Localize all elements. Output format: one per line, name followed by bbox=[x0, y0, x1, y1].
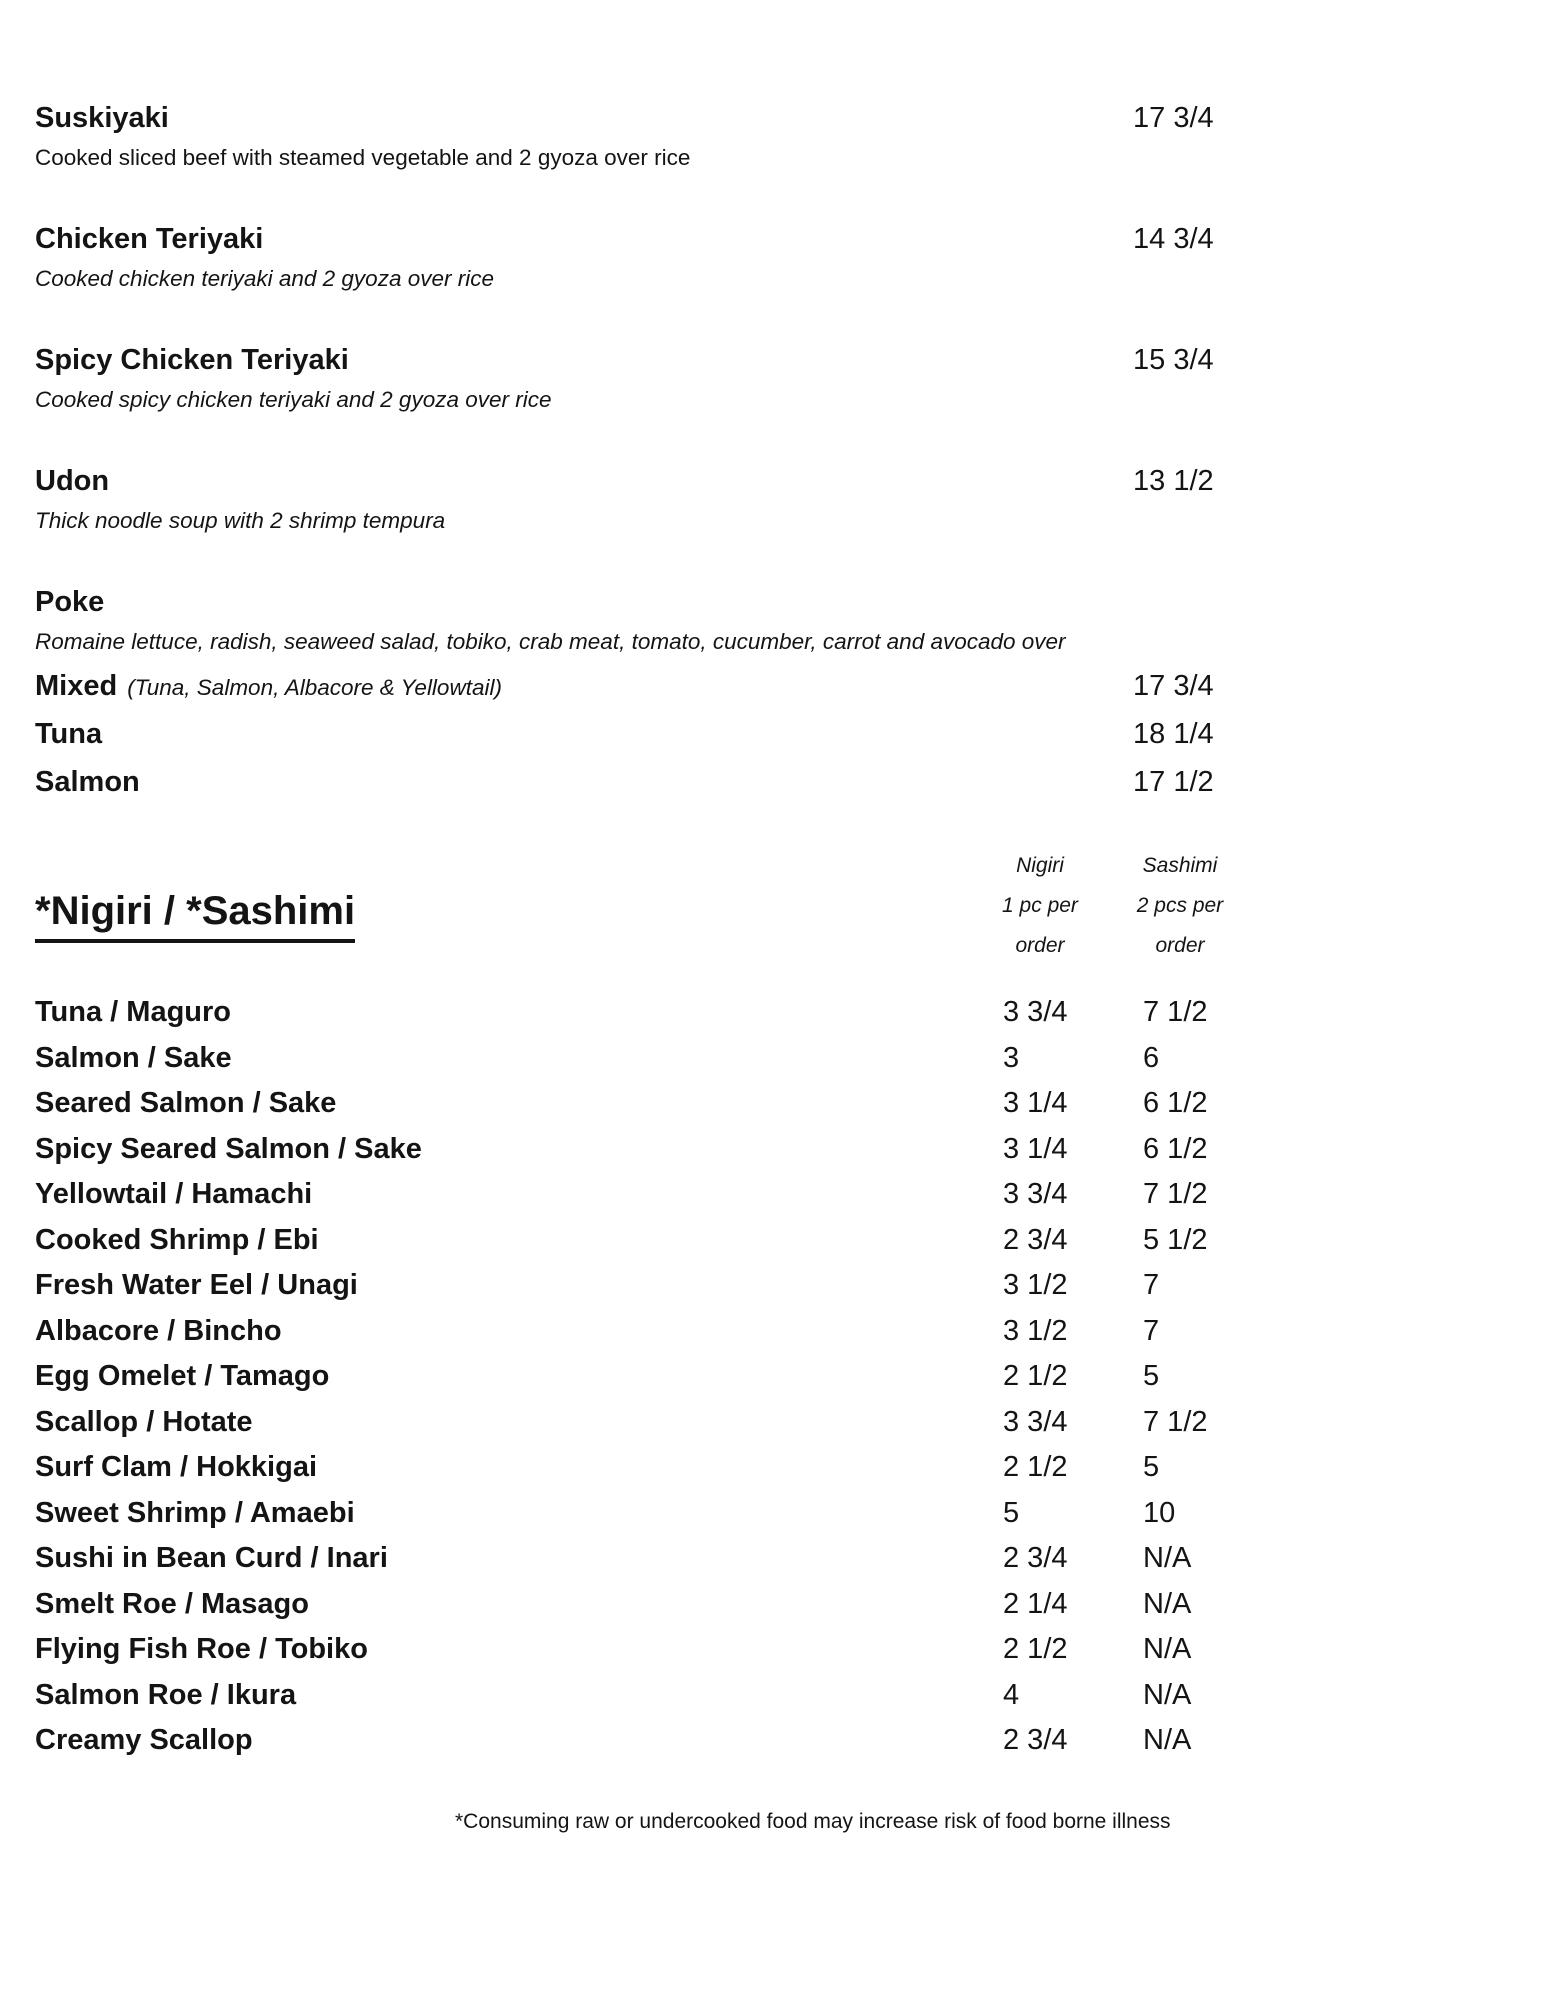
nigiri-sashimi-heading: *Nigiri / *Sashimi bbox=[35, 889, 355, 943]
table-row bbox=[35, 1127, 1545, 1173]
column-header-line: Sashimi bbox=[1142, 854, 1218, 877]
table-row bbox=[35, 1718, 1545, 1764]
table-row bbox=[35, 990, 1545, 1036]
sashimi-price: 7 bbox=[1143, 1314, 1160, 1347]
nigiri-sashimi-header bbox=[35, 806, 1545, 990]
menu-item bbox=[35, 463, 1545, 535]
sashimi-price: 7 1/2 bbox=[1143, 1405, 1208, 1438]
table-row bbox=[35, 1673, 1545, 1719]
sashimi-price: 6 1/2 bbox=[1143, 1087, 1208, 1120]
item-description: Cooked spicy chicken teriyaki and 2 gyoza over rice bbox=[35, 387, 552, 412]
table-row bbox=[35, 1172, 1545, 1218]
item-price: 14 3/4 bbox=[1133, 223, 1214, 255]
item-description: Cooked chicken teriyaki and 2 gyoza over rice bbox=[35, 266, 494, 291]
item-price: 17 3/4 bbox=[1133, 670, 1214, 702]
column-header-line: order bbox=[1155, 934, 1205, 957]
table-row bbox=[35, 1263, 1545, 1309]
item-price: 17 3/4 bbox=[1133, 102, 1214, 134]
item-name: Salmon Roe / Ikura bbox=[35, 1678, 297, 1711]
item-name: Tuna / Maguro bbox=[35, 996, 232, 1029]
item-name: Smelt Roe / Masago bbox=[35, 1587, 309, 1620]
table-row bbox=[35, 1445, 1545, 1491]
item-name: Fresh Water Eel / Unagi bbox=[35, 1269, 358, 1302]
sashimi-price: N/A bbox=[1143, 1724, 1192, 1757]
nigiri-price: 2 3/4 bbox=[1003, 1542, 1068, 1575]
table-row bbox=[35, 1036, 1545, 1082]
table-row bbox=[35, 1536, 1545, 1582]
sashimi-price: 7 1/2 bbox=[1143, 996, 1208, 1029]
item-price: 17 1/2 bbox=[1133, 766, 1214, 798]
nigiri-price: 2 1/2 bbox=[1003, 1633, 1068, 1666]
menu-item bbox=[35, 100, 1545, 172]
item-name: Poke bbox=[35, 586, 105, 618]
nigiri-price: 3 1/4 bbox=[1003, 1132, 1068, 1165]
menu-item-group-poke bbox=[35, 584, 1545, 806]
item-name: Flying Fish Roe / Tobiko bbox=[35, 1633, 368, 1666]
item-name: Sweet Shrimp / Amaebi bbox=[35, 1496, 355, 1529]
sashimi-price: 7 1/2 bbox=[1143, 1178, 1208, 1211]
sashimi-price: N/A bbox=[1143, 1587, 1192, 1620]
nigiri-price: 2 3/4 bbox=[1003, 1724, 1068, 1757]
column-header-line: 1 pc per bbox=[1002, 894, 1078, 917]
column-header-line: 2 pcs per bbox=[1136, 894, 1224, 917]
variant-name: Mixed bbox=[35, 670, 118, 702]
item-description: Romaine lettuce, radish, seaweed salad, tobiko, crab meat, tomato, cucumber, carrot and avocado over bbox=[35, 629, 1066, 654]
nigiri-price: 3 3/4 bbox=[1003, 996, 1068, 1029]
sashimi-price: 5 1/2 bbox=[1143, 1223, 1208, 1256]
item-name: Seared Salmon / Sake bbox=[35, 1087, 337, 1120]
poke-variant bbox=[35, 710, 1545, 758]
variant-name: Salmon bbox=[35, 766, 140, 798]
column-header-line: order bbox=[1015, 934, 1065, 957]
nigiri-price: 3 3/4 bbox=[1003, 1405, 1068, 1438]
nigiri-price: 5 bbox=[1003, 1496, 1020, 1529]
item-description: Cooked sliced beef with steamed vegetable and 2 gyoza over rice bbox=[35, 145, 691, 170]
item-name: Spicy Chicken Teriyaki bbox=[35, 344, 349, 376]
item-price: 13 1/2 bbox=[1133, 465, 1214, 497]
sashimi-price: 6 bbox=[1143, 1041, 1160, 1074]
sashimi-price: N/A bbox=[1143, 1633, 1192, 1666]
nigiri-price: 2 1/2 bbox=[1003, 1451, 1068, 1484]
nigiri-price: 3 3/4 bbox=[1003, 1178, 1068, 1211]
nigiri-price: 2 3/4 bbox=[1003, 1223, 1068, 1256]
item-name: Chicken Teriyaki bbox=[35, 223, 264, 255]
item-name: Surf Clam / Hokkigai bbox=[35, 1451, 318, 1484]
footnote: *Consuming raw or undercooked food may increase risk of food borne illness bbox=[455, 1809, 1171, 1833]
table-row bbox=[35, 1081, 1545, 1127]
nigiri-price: 2 1/2 bbox=[1003, 1360, 1068, 1393]
nigiri-price: 2 1/4 bbox=[1003, 1587, 1068, 1620]
item-name: Cooked Shrimp / Ebi bbox=[35, 1223, 319, 1256]
nigiri-price: 3 1/4 bbox=[1003, 1087, 1068, 1120]
item-name: Albacore / Bincho bbox=[35, 1314, 282, 1347]
nigiri-price: 3 1/2 bbox=[1003, 1314, 1068, 1347]
nigiri-table bbox=[35, 990, 1545, 1764]
column-header-sashimi bbox=[1100, 846, 1260, 966]
item-name: Sushi in Bean Curd / Inari bbox=[35, 1542, 388, 1575]
table-row bbox=[35, 1218, 1545, 1264]
variant-note: (Tuna, Salmon, Albacore & Yellowtail) bbox=[127, 675, 502, 700]
item-name: Salmon / Sake bbox=[35, 1041, 232, 1074]
table-row bbox=[35, 1582, 1545, 1628]
item-description: Thick noodle soup with 2 shrimp tempura bbox=[35, 508, 446, 533]
nigiri-price: 3 bbox=[1003, 1041, 1020, 1074]
table-row bbox=[35, 1400, 1545, 1446]
menu-item bbox=[35, 221, 1545, 293]
sashimi-price: N/A bbox=[1143, 1542, 1192, 1575]
sashimi-price: 7 bbox=[1143, 1269, 1160, 1302]
nigiri-price: 4 bbox=[1003, 1678, 1020, 1711]
item-name: Scallop / Hotate bbox=[35, 1405, 253, 1438]
item-name: Yellowtail / Hamachi bbox=[35, 1178, 313, 1211]
item-name: Udon bbox=[35, 465, 110, 497]
table-row bbox=[35, 1309, 1545, 1355]
sashimi-price: 5 bbox=[1143, 1451, 1160, 1484]
item-name: Creamy Scallop bbox=[35, 1724, 253, 1757]
column-header-line: Nigiri bbox=[1016, 854, 1064, 877]
poke-variant-list bbox=[35, 662, 1545, 806]
table-row bbox=[35, 1354, 1545, 1400]
poke-variant bbox=[35, 758, 1545, 806]
sashimi-price: N/A bbox=[1143, 1678, 1192, 1711]
sashimi-price: 10 bbox=[1143, 1496, 1176, 1529]
item-name: Egg Omelet / Tamago bbox=[35, 1360, 330, 1393]
table-row bbox=[35, 1491, 1545, 1537]
item-price: 18 1/4 bbox=[1133, 718, 1214, 750]
item-price: 15 3/4 bbox=[1133, 344, 1214, 376]
variant-name: Tuna bbox=[35, 718, 103, 750]
sashimi-price: 5 bbox=[1143, 1360, 1160, 1393]
table-row bbox=[35, 1627, 1545, 1673]
menu-item bbox=[35, 342, 1545, 414]
item-name: Suskiyaki bbox=[35, 102, 169, 134]
nigiri-price: 3 1/2 bbox=[1003, 1269, 1068, 1302]
sashimi-price: 6 1/2 bbox=[1143, 1132, 1208, 1165]
poke-variant bbox=[35, 662, 1545, 710]
column-header-nigiri bbox=[960, 846, 1120, 966]
item-name: Spicy Seared Salmon / Sake bbox=[35, 1132, 422, 1165]
